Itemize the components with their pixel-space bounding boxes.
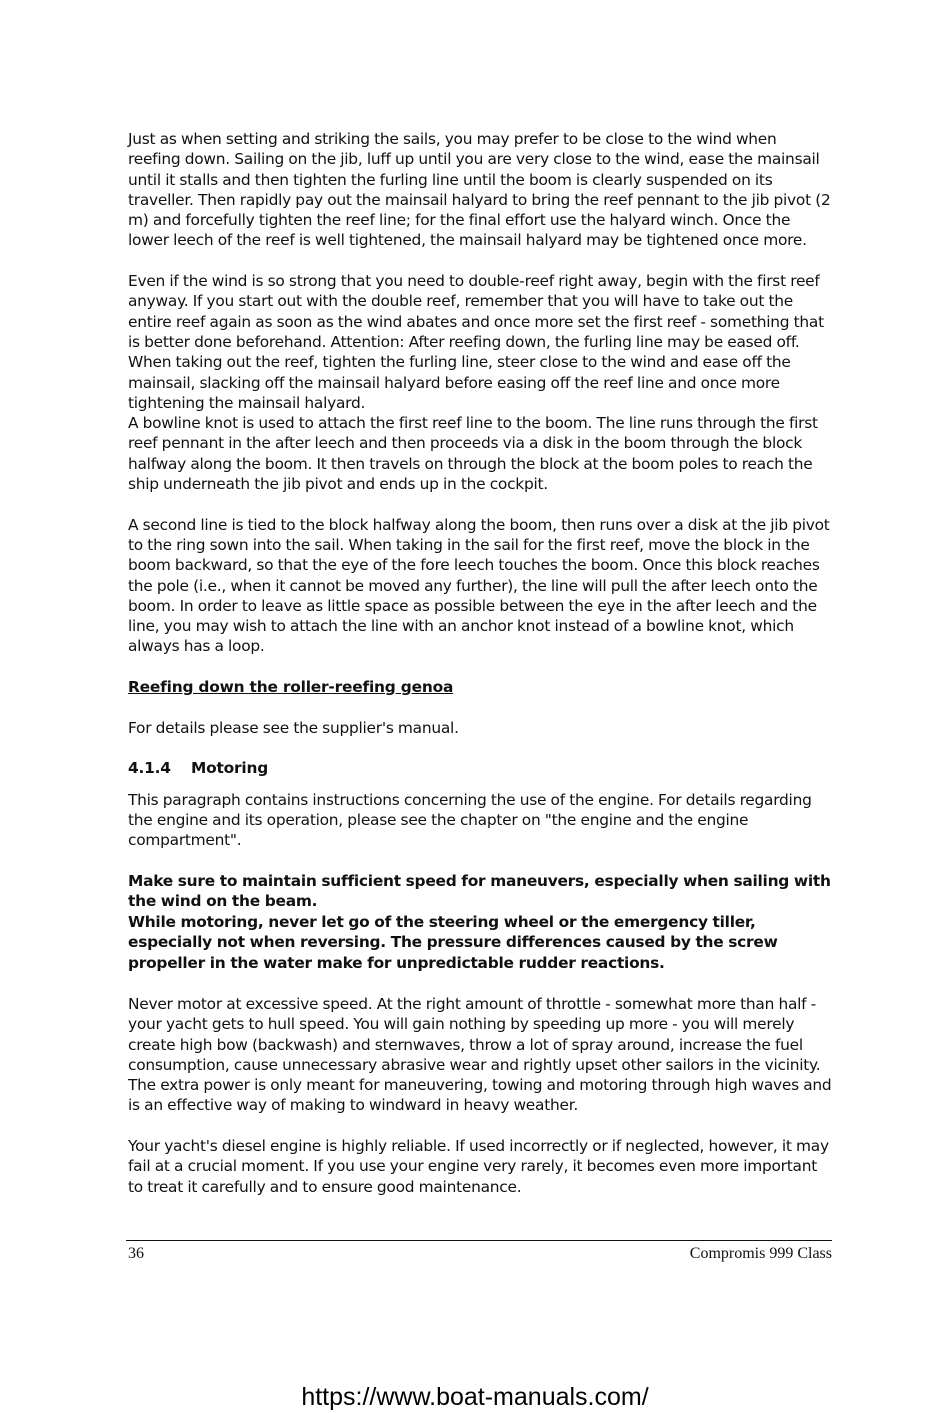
paragraph-second-line: A second line is tied to the block halfway along the boom, then runs over a disk at the jib pivot to the ring sown into the sail. When taking in the sail for the first reef, move the block in the boom backward, so that the eye of the fore leech touches the boom. Once this block reaches the pole (i.e., when it cannot be moved any further), the line will pull the after leech onto the boom. In order to leave as little space as possible between the eye in the after leech and the line, you may wish to attach the line with an anchor knot instead of a bowline knot, which always has a loop. bbox=[128, 515, 830, 656]
source-url[interactable]: https://www.boat-manuals.com/ bbox=[301, 1383, 649, 1411]
paragraph-excessive-speed: Never motor at excessive speed. At the right amount of throttle - somewhat more than half - your yacht gets to hull speed. You will gain nothing by speeding up more - you will merely create high bow (backwash) and sternwaves, throw a lot of spray around, increase the fuel consumption, cause unnecessary abrasive wear and rightly upset other sailors in the vicinity. The extra power is only meant for maneuvering, towing and motoring through high waves and is an effective way of making to windward in heavy weather. bbox=[128, 994, 832, 1115]
section-heading-motoring bbox=[128, 758, 832, 778]
paragraph-diesel-engine: Your yacht's diesel engine is highly reliable. If used incorrectly or if neglected, however, it may fail at a crucial moment. If you use your engine very rarely, it becomes even more important to treat it carefully and to ensure good maintenance. bbox=[128, 1137, 829, 1196]
genoa-text: For details please see the supplier's manual. bbox=[128, 718, 459, 737]
manual-page-body bbox=[128, 129, 832, 1217]
warning-block bbox=[128, 871, 832, 974]
footer-divider bbox=[126, 1240, 832, 1241]
paragraph-reefing-intro: Just as when setting and striking the sails, you may prefer to be close to the wind when reefing down. Sailing on the jib, luff up until you are very close to the wind, ease the mainsail until it stalls and then tighten the furling line until the boom is clearly suspended on its traveller. Then rapidly pay out the mainsail halyard to bring the reef pennant to the jib pivot (2 m) and forcefully tighten the reef line; for the final effort use the halyard winch. Once the lower leech of the reef is well tightened, the mainsail halyard may be tightened once more. bbox=[128, 130, 831, 250]
paragraph-bowline-knot: A bowline knot is used to attach the first reef line to the boom. The line runs through the first reef pennant in the after leech and then proceeds via a disk in the boom through the block halfway along the boom. It then travels on through the block at the boom poles to reach the ship underneath the jib pivot and ends up in the cockpit. bbox=[128, 414, 818, 494]
page-number: 36 bbox=[128, 1245, 144, 1262]
section-number: 4.1.4 bbox=[128, 759, 171, 778]
paragraph-double-reef: Even if the wind is so strong that you need to double-reef right away, begin with the first reef anyway. If you start out with the double reef, remember that you will have to take out the entire reef again as soon as the wind abates and once more set the first reef - something that is better done beforehand. Attention: After reefing down, the furling line may be eased off. When taking out the reef, tighten the furling line, steer close to the wind and ease off the mainsail, slacking off the mainsail halyard before easing off the reef line and once more tightening the mainsail halyard. bbox=[128, 272, 824, 412]
warning-steering: While motoring, never let go of the steering wheel or the emergency tiller, especially not when reversing. The pressure differences caused by the screw propeller in the water make for unpredictable rudder reactions. bbox=[128, 912, 778, 973]
section-title: Motoring bbox=[191, 759, 269, 778]
warning-speed: Make sure to maintain sufficient speed for maneuvers, especially when sailing with the wind on the beam. bbox=[128, 871, 831, 911]
motoring-intro: This paragraph contains instructions concerning the use of the engine. For details regarding the engine and its operation, please see the chapter on "the engine and the engine compartment". bbox=[128, 790, 812, 850]
manual-title: Compromis 999 Class bbox=[689, 1245, 832, 1262]
genoa-heading: Reefing down the roller-reefing genoa bbox=[128, 678, 454, 697]
